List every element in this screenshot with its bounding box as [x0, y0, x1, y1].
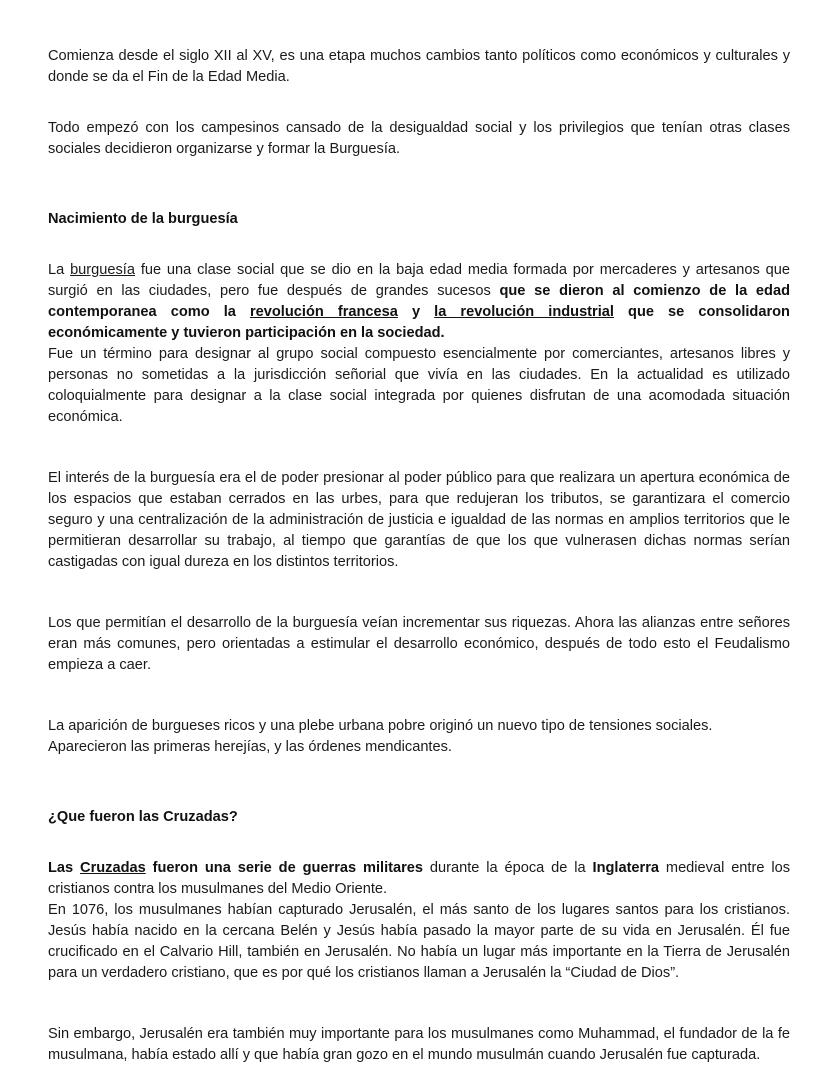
bold-lead-las: Las	[48, 860, 81, 876]
bold-underlined-revolucion-francesa: revolución francesa	[249, 304, 398, 320]
heading-nacimiento-burguesia: Nacimiento de la burguesía	[48, 211, 238, 227]
section-gap-before-cruzadas-heading	[48, 777, 790, 807]
paragraph-burguesia-termino: Fue un término para designar al grupo social compuesto esencialmente por comerciantes, artesanos libres y personas no sometidas a la jurisdicción señorial que vivía en las ciudades. En la actualidad es utilizado coloquialmente para designar a la clase social integrada por quienes disfrutan de una acomodada situación económica.	[48, 346, 790, 425]
paragraph-gap-5	[48, 1003, 790, 1024]
bold-underlined-revolucion-industrial: la revolución industrial	[434, 304, 614, 320]
bold-text-comienzo: que se dieron al comienzo de la edad contemporanea como la	[48, 283, 790, 320]
section-gap-before-burguesia-heading	[48, 179, 790, 209]
heading-gap-burguesia	[48, 249, 790, 260]
bold-inglaterra: Inglaterra	[592, 860, 660, 876]
bold-text-consolidaron: que se consolidaron económicamente y tuvieron participación en la sociedad.	[48, 304, 790, 341]
paragraph-origins: Todo empezó con los campesinos cansado de la desigualdad social y los privilegios que tenían otras clases sociales decidieron organizarse y formar la Burguesía.	[48, 120, 790, 157]
paragraph-cruzadas-muhammad: Sin embargo, Jerusalén era también muy importante para los musulmanes como Muhammad, el fundador de la fe musulmana, había estado allí y que había gran gozo en el mundo musulmán cuando Jerusalén fue capturada.	[48, 1026, 790, 1063]
paragraph-cruzadas-1076: En 1076, los musulmanes habían capturado Jerusalén, el más santo de los lugares santos para los cristianos. Jesús había nacido en la cercana Belén y Jesús había pasado la mayor parte de su vida en Jerusalén. Él fue crucificado en el Calvario Hill, también en Jerusalén. No había un lugar más importante en la Tierra de Jerusalén para un verdadero cristiano, que es por qué los cristianos llaman a Jerusalén la “Ciudad de Dios”.	[48, 902, 790, 981]
paragraph-burguesia-definicion	[48, 260, 790, 344]
heading-que-fueron-las-cruzadas: ¿Que fueron las Cruzadas?	[48, 809, 238, 825]
paragraph-gap-3	[48, 592, 790, 613]
paragraph-gap-2	[48, 447, 790, 468]
paragraph-cruzadas-definicion	[48, 858, 790, 900]
text-mid: fue una clase social que se dio en la baja edad media formada por mercaderes y artesanos que surgió en las ciudades, pero fue después de grandes sucesos	[48, 262, 790, 299]
text-durante-epoca: durante la época de la	[423, 860, 593, 876]
underlined-term-burguesia: burguesía	[70, 262, 135, 278]
paragraph-gap	[48, 107, 790, 118]
text-medieval-resto: medieval entre los cristianos contra los musulmanes del Medio Oriente.	[48, 860, 790, 897]
bold-underlined-cruzadas: Cruzadas	[80, 860, 146, 876]
heading-gap-cruzadas	[48, 847, 790, 858]
paragraph-burguesia-desarrollo: Los que permitían el desarrollo de la burguesía veían incrementar sus riquezas. Ahora las alianzas entre señores eran más comunes, pero orientadas a estimular el desarrollo económico, después de todo esto el Feudalismo empieza a caer.	[48, 615, 790, 673]
paragraph-burguesia-tensiones: La aparición de burgueses ricos y una plebe urbana pobre originó un nuevo tipo de tensiones sociales. Aparecieron las primeras herejías, y las órdenes mendicantes.	[48, 718, 713, 755]
bold-conjunction: y	[397, 304, 435, 320]
document-body	[48, 46, 790, 1066]
text-lead: La	[48, 262, 71, 278]
paragraph-gap-4	[48, 695, 790, 716]
paragraph-burguesia-interes: El interés de la burguesía era el de poder presionar al poder público para que realizara un apertura económica de los espacios que estaban cerrados en las urbes, para que redujeran los tributos, se garantizara el comercio seguro y una centralización de la administración de justicia e igualdad de las normas en amplios territorios que le permitieran desarrollar su trabajo, al tiempo que garantías de que los que vulnerasen dichas normas serían castigadas con igual dureza en los distintos territorios.	[48, 470, 790, 570]
bold-guerras-militares: fueron una serie de guerras militares	[145, 860, 424, 876]
paragraph-intro: Comienza desde el siglo XII al XV, es una etapa muchos cambios tanto políticos como económicos y culturales y donde se da el Fin de la Edad Media.	[48, 48, 790, 85]
